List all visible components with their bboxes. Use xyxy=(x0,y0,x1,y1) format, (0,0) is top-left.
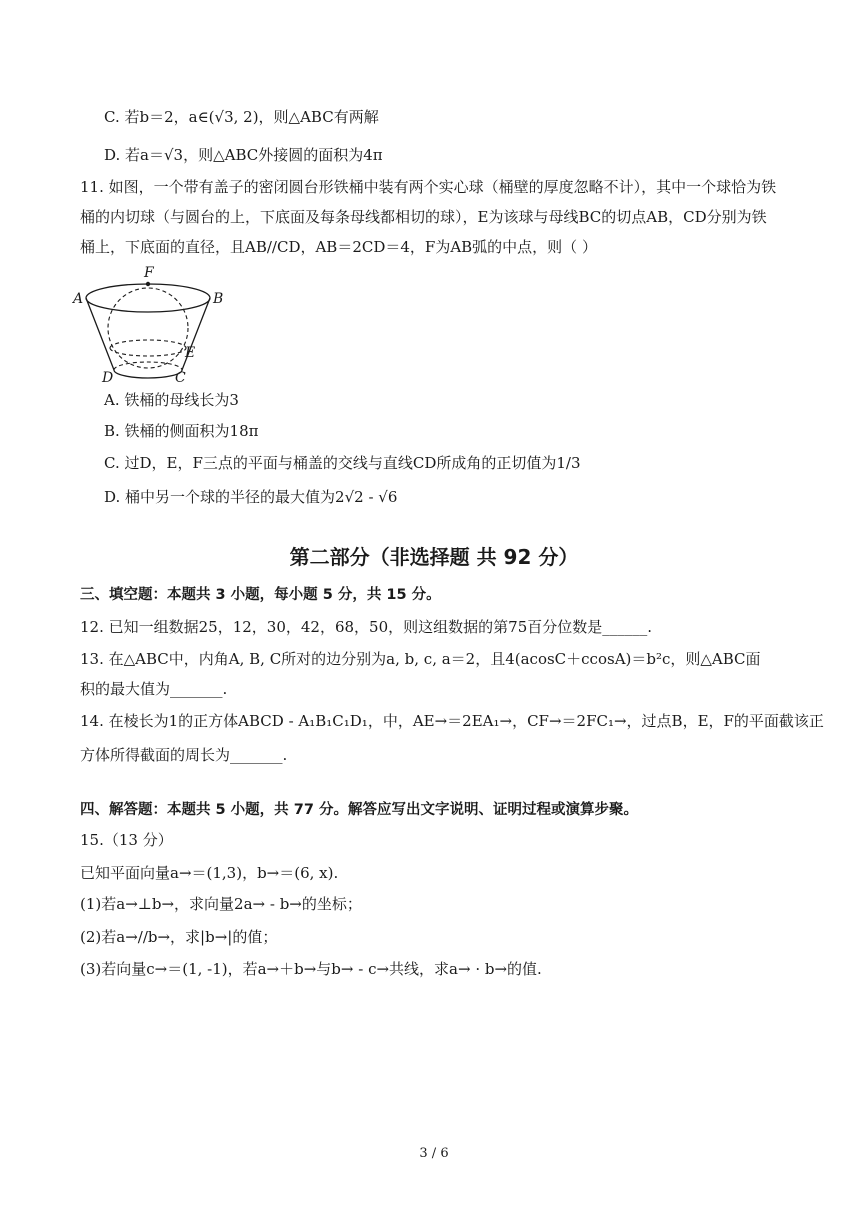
label-c: C xyxy=(175,370,186,386)
question-13-line1: 13. 在△ABC中，内角A, B, C所对的边分别为a, b, c, a＝2，且4(acosC＋ccosA)＝b²c，则△ABC面 xyxy=(80,650,761,668)
section-3-heading: 三、填空题：本题共 3 小题，每小题 5 分，共 15 分。 xyxy=(80,587,441,603)
question-11-option-c: C. 过D，E，F三点的平面与桶盖的交线与直线CD所成角的正切值为1/3 xyxy=(104,454,581,472)
top-ellipse xyxy=(86,284,210,312)
question-15-part-1: (1)若a→⊥b→，求向量2a→ - b→的坐标； xyxy=(80,895,362,913)
question-11-stem-line1: 11. 如图，一个带有盖子的密闭圆台形铁桶中装有两个实心球（桶壁的厚度忽略不计），其中一个球恰为铁 xyxy=(80,178,777,196)
question-13-line2: 积的最大值为_______. xyxy=(80,680,228,698)
question-12: 12. 已知一组数据25，12，30，42，68，50，则这组数据的第75百分位数是______. xyxy=(80,618,653,636)
inscribed-sphere xyxy=(108,288,188,368)
label-a: A xyxy=(73,291,84,307)
label-e: E xyxy=(185,345,196,361)
option-c-previous: C. 若b＝2，a∈(√3, 2)，则△ABC有两解 xyxy=(104,108,379,126)
bottom-ellipse-front xyxy=(114,370,182,378)
question-11-option-b: B. 铁桶的侧面积为18π xyxy=(104,422,259,440)
tangent-circle-back xyxy=(110,340,186,348)
question-15-given: 已知平面向量a→＝(1,3)，b→＝(6, x). xyxy=(80,864,339,882)
question-11-stem-line3: 桶上，下底面的直径，且AB//CD，AB＝2CD＝4，F为AB弧的中点，则（ ） xyxy=(80,238,597,256)
question-15-title: 15.（13 分） xyxy=(80,831,173,849)
question-15-part-2: (2)若a→//b→，求|b→|的值； xyxy=(80,928,278,946)
label-b: B xyxy=(213,291,224,307)
section-4-heading: 四、解答题：本题共 5 小题，共 77 分。解答应写出文字说明、证明过程或演算步聚。 xyxy=(80,802,638,818)
label-d: D xyxy=(102,370,114,386)
question-14-line2: 方体所得截面的周长为_______. xyxy=(80,746,288,764)
question-14-line1: 14. 在棱长为1的正方体ABCD - A₁B₁C₁D₁，中，AE→＝2EA₁→，CF→＝2FC₁→，过点B，E，F的平面截该正 xyxy=(80,712,824,730)
label-f: F xyxy=(144,265,154,281)
page-number: 3 / 6 xyxy=(419,1146,449,1161)
bottom-ellipse-back xyxy=(114,362,182,370)
question-11-option-a: A. 铁桶的母线长为3 xyxy=(104,391,239,409)
point-f-dot xyxy=(146,282,150,286)
tangent-circle xyxy=(110,348,186,356)
question-11-option-d: D. 桶中另一个球的半径的最大值为2√2 - √6 xyxy=(104,488,398,506)
frustum-bucket-figure xyxy=(70,262,230,387)
part-two-title: 第二部分（非选择题 共 92 分） xyxy=(289,545,579,569)
option-d-previous: D. 若a＝√3，则△ABC外接圆的面积为4π xyxy=(104,146,383,164)
question-15-part-3: (3)若向量c→＝(1, -1)，若a→＋b→与b→ - c→共线，求a→ · b→的值. xyxy=(80,960,542,978)
question-11-stem-line2: 桶的内切球（与圆台的上，下底面及每条母线都相切的球），E为该球与母线BC的切点AB，CD分别为铁 xyxy=(80,208,767,226)
